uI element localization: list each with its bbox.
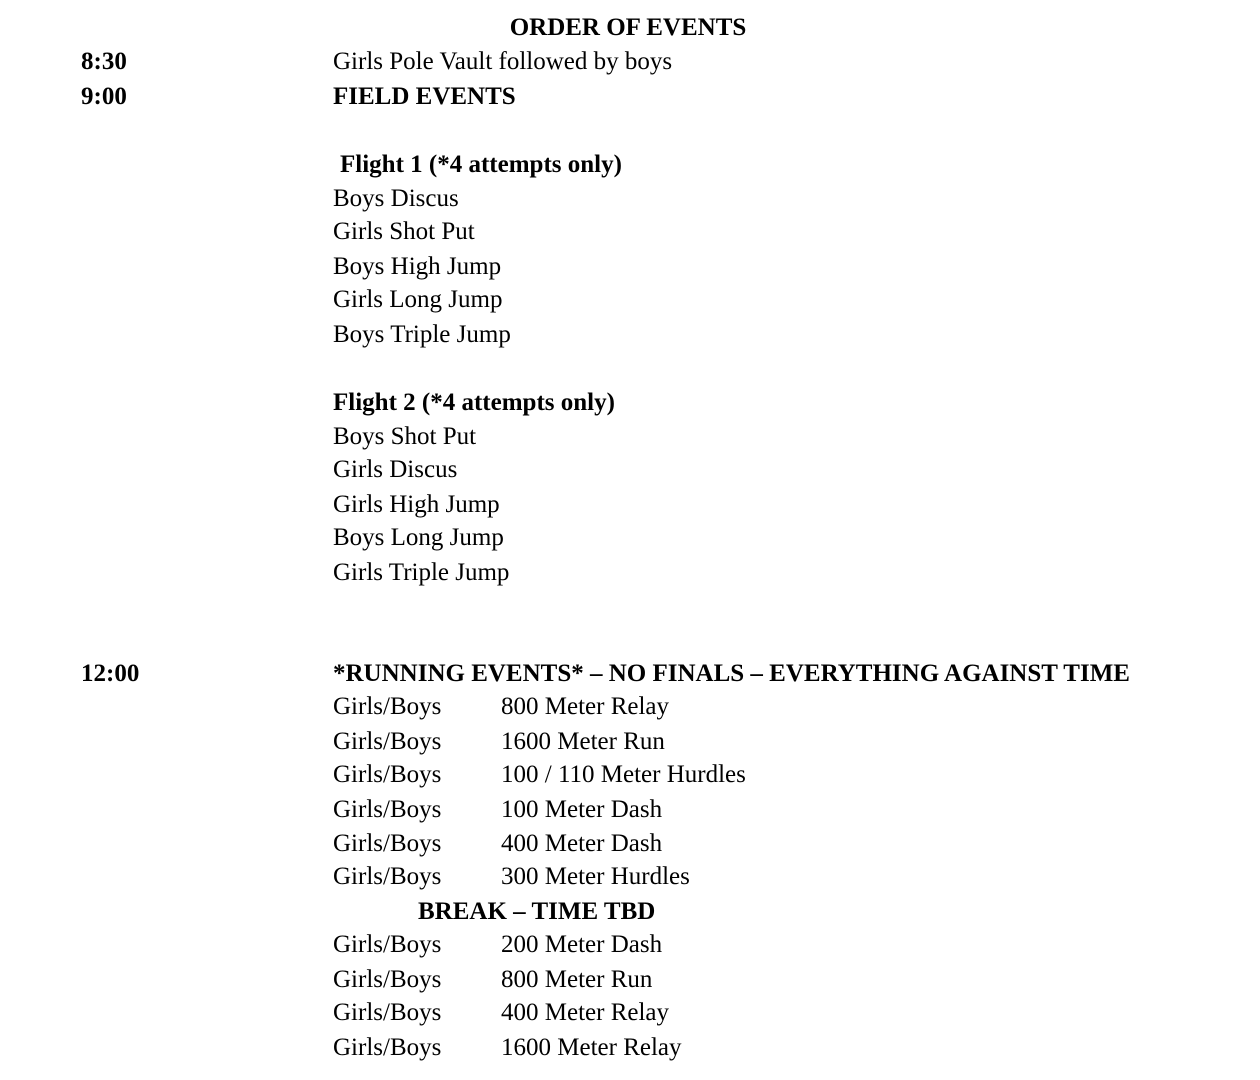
running-group-label: Girls/Boys [333,966,442,993]
running-group-label: Girls/Boys [333,863,442,890]
flight-2-event: Boys Shot Put [333,423,477,450]
running-event: 100 / 110 Meter Hurdles [501,761,746,788]
running-group-label: Girls/Boys [333,1034,442,1061]
flight-1-heading: Flight 1 (*4 attempts only) [340,151,622,178]
time-slot-830: 8:30 [81,48,127,75]
time-slot-1200: 12:00 [81,660,140,687]
running-event: 300 Meter Hurdles [501,863,690,890]
running-group-label: Girls/Boys [333,796,442,823]
running-group-label: Girls/Boys [333,693,442,720]
running-group-label: Girls/Boys [333,931,442,958]
pole-vault-event: Girls Pole Vault followed by boys [333,48,673,75]
running-events-heading: *RUNNING EVENTS* – NO FINALS – EVERYTHING AGAINST TIME [333,660,1130,687]
flight-2-event: Girls Discus [333,456,458,483]
running-event: 1600 Meter Run [501,728,665,755]
flight-2-event: Boys Long Jump [333,524,504,551]
running-event: 400 Meter Relay [501,999,670,1026]
flight-1-event: Boys High Jump [333,253,502,280]
running-group-label: Girls/Boys [333,830,442,857]
flight-1-event: Boys Triple Jump [333,321,511,348]
flight-1-event: Girls Shot Put [333,218,475,245]
running-event: 400 Meter Dash [501,830,663,857]
running-event: 200 Meter Dash [501,931,663,958]
flight-2-event: Girls Triple Jump [333,559,510,586]
running-group-label: Girls/Boys [333,728,442,755]
flight-2-heading: Flight 2 (*4 attempts only) [333,389,615,416]
running-event: 800 Meter Relay [501,693,670,720]
running-event: 800 Meter Run [501,966,653,993]
running-event: 1600 Meter Relay [501,1034,682,1061]
page-title: ORDER OF EVENTS [509,14,747,41]
break-notice: BREAK – TIME TBD [418,898,656,925]
time-slot-900: 9:00 [81,83,127,110]
running-group-label: Girls/Boys [333,761,442,788]
flight-1-event: Girls Long Jump [333,286,503,313]
flight-1-event: Boys Discus [333,185,459,212]
running-event: 100 Meter Dash [501,796,663,823]
field-events-heading: FIELD EVENTS [333,83,516,110]
flight-2-event: Girls High Jump [333,491,500,518]
running-group-label: Girls/Boys [333,999,442,1026]
